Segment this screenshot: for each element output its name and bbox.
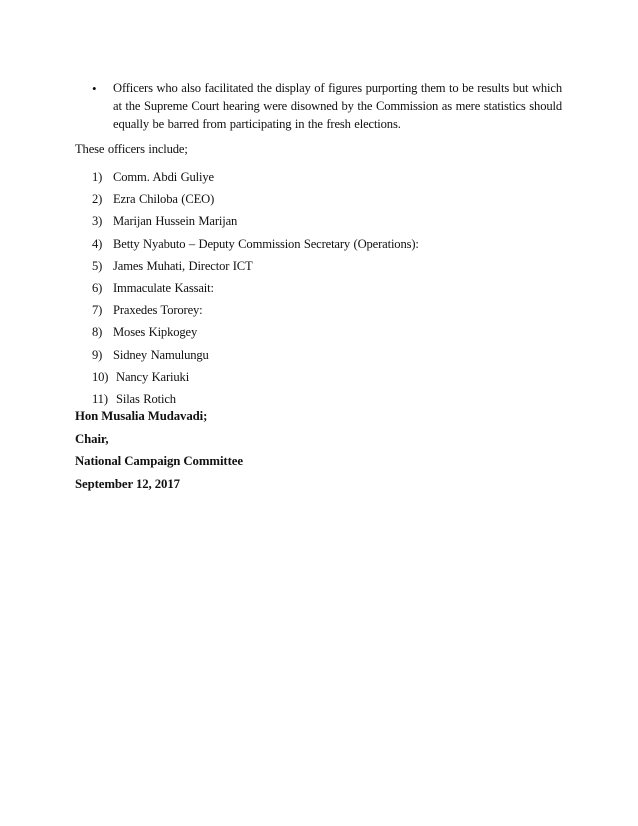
list-item-name: Nancy Kariuki: [116, 369, 190, 384]
list-item-number: 2): [92, 192, 103, 207]
list-item: [92, 169, 419, 191]
list-item-name: Marijan Hussein Marijan: [113, 214, 238, 229]
list-item: [92, 258, 419, 280]
list-item-number: 1): [92, 170, 103, 184]
bullet-text: Officers who also facilitated the display of figures purporting them to be results but which at the Supreme Court hearing were disowned by the Commission as mere statistics should equally be barred from participating in the fresh elections.: [113, 81, 562, 131]
list-item-number: 10): [92, 369, 109, 384]
signature-block: [75, 408, 243, 498]
list-item-number: 6): [92, 280, 103, 295]
list-item-number: 5): [92, 258, 103, 273]
list-item-name: Betty Nyabuto – Deputy Commission Secretary (Operations):: [113, 236, 419, 251]
list-item: [92, 302, 419, 324]
list-item: [92, 191, 419, 213]
list-item-number: 3): [92, 214, 103, 229]
list-item-name: Moses Kipkogey: [113, 325, 198, 340]
list-item: [92, 347, 419, 369]
bullet-icon: •: [92, 81, 97, 96]
list-item: [92, 324, 419, 346]
list-item-number: 9): [92, 347, 103, 362]
list-item-name: Comm. Abdi Guliye: [113, 170, 214, 184]
signatory-name: Hon Musalia Mudavadi;: [75, 409, 208, 423]
officer-list: [92, 169, 419, 413]
list-item-name: Silas Rotich: [116, 391, 176, 406]
bullet-paragraph: [92, 80, 562, 133]
signatory-role: Chair,: [75, 431, 109, 446]
list-item: [92, 369, 419, 391]
list-item-number: 7): [92, 303, 103, 318]
list-item-number: 11): [92, 391, 108, 406]
list-item-number: 8): [92, 325, 103, 340]
list-item-name: Immaculate Kassait:: [113, 280, 214, 295]
list-item-name: James Muhati, Director ICT: [113, 258, 253, 273]
list-item-name: Praxedes Tororey:: [113, 303, 203, 318]
list-item-number: 4): [92, 236, 103, 251]
list-intro: These officers include;: [75, 142, 188, 156]
list-item-name: Ezra Chiloba (CEO): [113, 192, 215, 207]
signatory-committee: National Campaign Committee: [75, 454, 243, 469]
list-item: [92, 236, 419, 258]
list-item: [92, 280, 419, 302]
list-item-name: Sidney Namulungu: [113, 347, 209, 362]
list-item: [92, 213, 419, 235]
document-date: September 12, 2017: [75, 476, 180, 491]
